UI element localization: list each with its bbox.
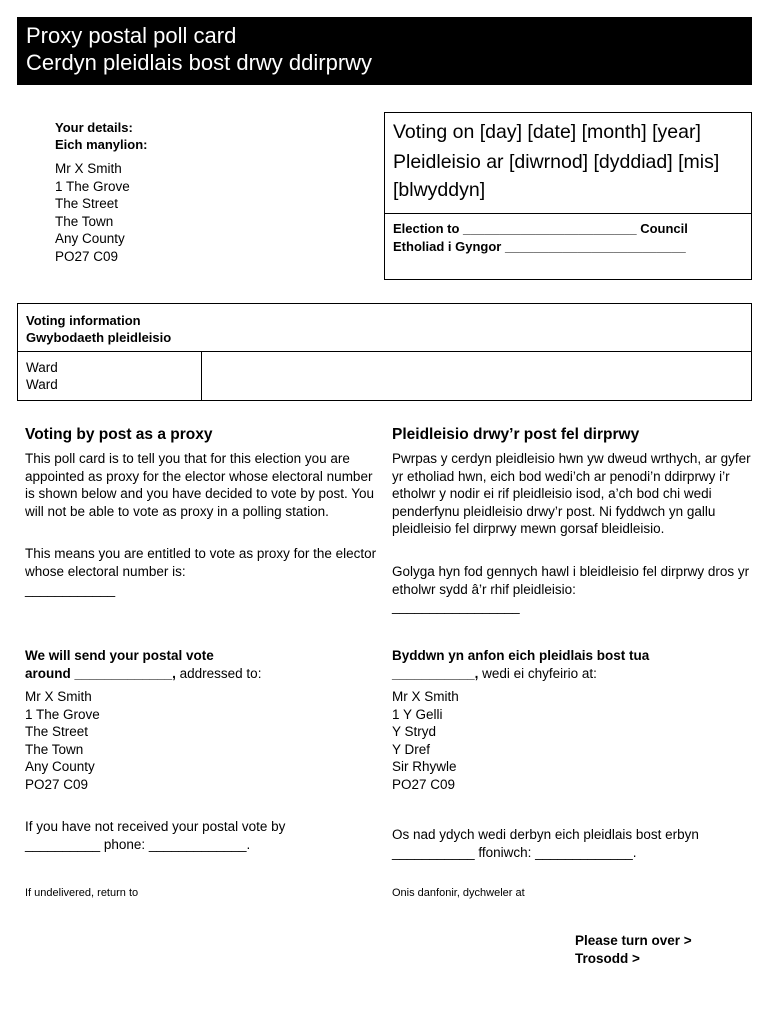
address-line: Mr X Smith bbox=[25, 689, 92, 704]
welsh-para-2: Golyga hyn fod gennych hawl i bleidleisio fel dirprwy dros yr etholwr sydd â’r rhif pleidleisio: bbox=[392, 564, 750, 597]
voting-on-english: Voting on [day] [date] [month] [year] bbox=[393, 121, 701, 143]
welsh-not-received-line2: ___________ ffoniwch: _____________. bbox=[392, 844, 637, 860]
welsh-heading-block bbox=[392, 425, 752, 445]
address-line: Y Stryd bbox=[392, 724, 437, 739]
address-line: PO27 C09 bbox=[55, 248, 119, 264]
address-line: Mr X Smith bbox=[55, 161, 122, 176]
voting-date-box bbox=[384, 112, 752, 280]
title-welsh: Cerdyn pleidlais bost drwy ddirprwy bbox=[26, 50, 373, 75]
english-para-2: This means you are entitled to vote as proxy for the elector whose electoral number is: bbox=[25, 546, 377, 579]
address-line: The Street bbox=[25, 724, 89, 739]
welsh-number-blank: _________________ bbox=[392, 599, 520, 614]
voting-information-table bbox=[17, 303, 752, 401]
address-line: Mr X Smith bbox=[392, 689, 459, 704]
address-line: Sir Rhywle bbox=[392, 759, 457, 774]
address-line: The Town bbox=[25, 741, 84, 757]
details-label-welsh: Eich manylion: bbox=[55, 137, 148, 152]
address-line: The Street bbox=[55, 196, 119, 211]
english-send-around: around bbox=[25, 665, 71, 681]
welsh-not-received bbox=[392, 826, 752, 861]
box-divider bbox=[385, 213, 751, 214]
details-address bbox=[55, 160, 355, 265]
ward-label-english: Ward bbox=[26, 360, 58, 375]
welsh-not-received-line1: Os nad ydych wedi derbyn eich pleidlais bost erbyn bbox=[392, 827, 699, 842]
welsh-send-block bbox=[392, 647, 752, 682]
english-not-received-line1: If you have not received your postal vote by bbox=[25, 819, 286, 834]
welsh-send-line1: Byddwn yn anfon eich pleidlais bost tua bbox=[392, 648, 650, 663]
ward-row bbox=[18, 352, 751, 400]
ward-label-cell bbox=[18, 352, 202, 400]
voting-information-english: Voting information bbox=[26, 313, 141, 328]
turn-over-welsh: Trosodd > bbox=[575, 951, 640, 966]
english-number-blank: ____________ bbox=[25, 582, 116, 597]
title-english: Proxy postal poll card bbox=[26, 23, 237, 48]
address-line: The Town bbox=[55, 213, 114, 229]
address-line: PO27 C09 bbox=[25, 776, 89, 792]
english-send-blank: _____________, bbox=[74, 665, 176, 681]
english-send-block bbox=[25, 647, 385, 682]
english-not-received-line2: __________ phone: _____________. bbox=[25, 836, 251, 852]
address-line: 1 The Grove bbox=[25, 706, 100, 722]
election-english: Election to ________________________ Council bbox=[393, 221, 688, 236]
english-para-1: This poll card is to tell you that for this election you are appointed as proxy for the elector whose electoral number is shown below and you have decided to vote by post. You will not be able to vote as proxy in a polling station. bbox=[25, 451, 374, 519]
address-line: PO27 C09 bbox=[392, 776, 456, 792]
voting-on-welsh: Pleidleisio ar [diwrnod] [dyddiad] [mis] [blwyddyn] bbox=[393, 151, 720, 201]
details-label-english: Your details: bbox=[55, 120, 133, 135]
address-line: Any County bbox=[25, 759, 95, 774]
welsh-send-rest: wedi ei chyfeirio at: bbox=[482, 665, 597, 681]
english-address bbox=[25, 688, 385, 793]
welsh-send-blank: ___________, bbox=[392, 665, 479, 681]
title-banner bbox=[17, 17, 752, 85]
address-line: Y Dref bbox=[392, 741, 431, 757]
welsh-para-1: Pwrpas y cerdyn pleidleisio hwn yw dweud wrthych, ar gyfer yr etholiad hwn, eich bod wedi’ch ar penodi’n ddirprwy i’r etholwr y nodir ei rif pleidleisio isod, a’ch bod chi wedi penderfynu pleidleisio drwy’r post. Ni fyddwch yn gallu pleidleisio fel dirprwy mewn gorsaf bleidleisio. bbox=[392, 451, 751, 536]
welsh-heading: Pleidleisio drwy’r post fel dirprwy bbox=[392, 426, 640, 443]
address-line: Any County bbox=[55, 231, 125, 246]
ward-label-welsh: Ward bbox=[26, 377, 58, 392]
turn-over-note bbox=[575, 932, 692, 968]
voting-information-header bbox=[18, 304, 751, 352]
english-heading-block bbox=[25, 425, 385, 445]
your-details bbox=[55, 119, 355, 265]
election-welsh: Etholiad i Gyngor _________________________ bbox=[393, 239, 686, 254]
english-send-line1: We will send your postal vote bbox=[25, 648, 214, 663]
voting-information-welsh: Gwybodaeth pleidleisio bbox=[26, 330, 172, 345]
english-not-received bbox=[25, 818, 385, 853]
english-undelivered: If undelivered, return to bbox=[25, 887, 139, 899]
english-send-rest: addressed to: bbox=[179, 665, 262, 681]
welsh-address bbox=[392, 688, 752, 793]
address-line: 1 Y Gelli bbox=[392, 706, 443, 722]
turn-over-english: Please turn over > bbox=[575, 933, 692, 948]
english-heading: Voting by post as a proxy bbox=[25, 426, 213, 443]
welsh-undelivered: Onis danfonir, dychweler at bbox=[392, 887, 525, 899]
address-line: 1 The Grove bbox=[55, 178, 130, 194]
